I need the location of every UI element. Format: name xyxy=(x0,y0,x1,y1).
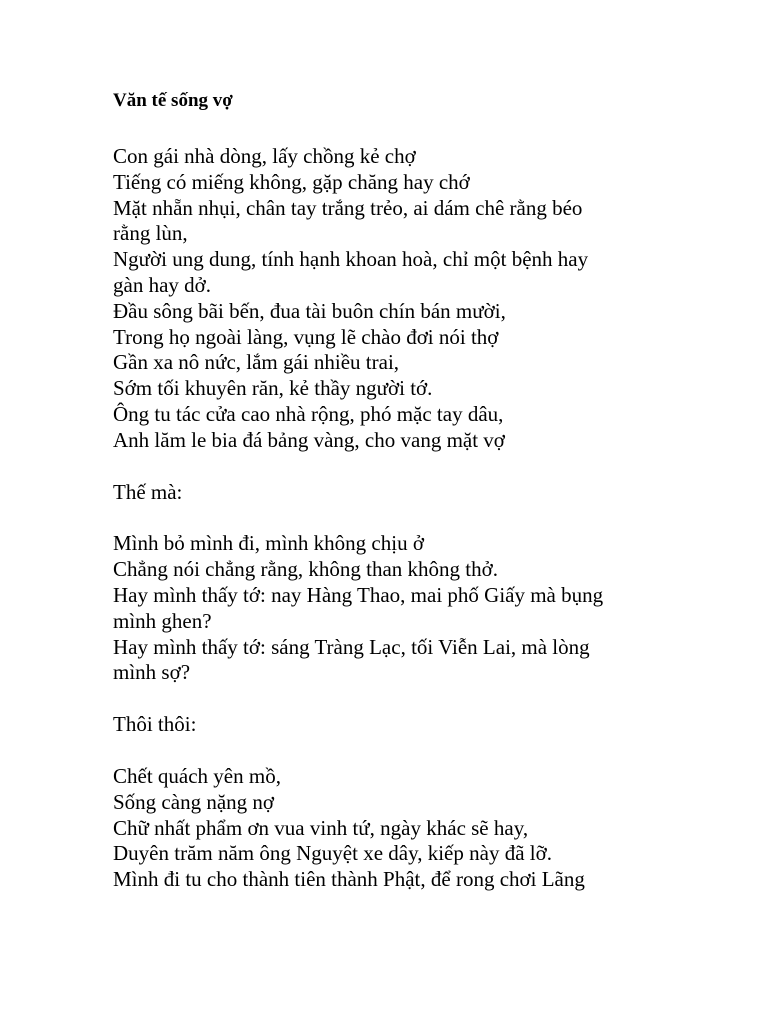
verse-line: Chữ nhất phẩm ơn vua vinh tứ, ngày khác sẽ hay, xyxy=(113,815,529,840)
spacer xyxy=(113,454,673,480)
verse-line: Sống càng nặng nợ xyxy=(113,789,274,814)
verse-line: Chẳng nói chẳng rằng, không than không thở. xyxy=(113,557,498,582)
verse-line: Sớm tối khuyên răn, kẻ thầy người tớ. xyxy=(113,376,433,401)
verse-line: Chết quách yên mồ, xyxy=(113,763,281,788)
verse-line: Mình đi tu cho thành tiên thành Phật, để rong chơi Lãng xyxy=(113,867,585,892)
stanza-2 xyxy=(113,531,673,686)
spacer xyxy=(113,686,673,712)
verse-line: Gần xa nô nức, lắm gái nhiều trai, xyxy=(113,350,400,375)
verse-line: Hay mình thấy tớ: sáng Tràng Lạc, tối Viễn Lai, mà lòng xyxy=(113,634,590,659)
section-heading-the-ma: Thế mà: xyxy=(113,479,183,504)
verse-line: Trong họ ngoài làng, vụng lẽ chào đơi nói thợ xyxy=(113,324,499,349)
verse-line: Mình bỏ mình đi, mình không chịu ở xyxy=(113,531,424,556)
stanza-1 xyxy=(113,144,673,454)
verse-line: Hay mình thấy tớ: nay Hàng Thao, mai phố Giấy mà bụng xyxy=(113,582,604,607)
verse-line: Người ung dung, tính hạnh khoan hoà, chỉ một bệnh hay xyxy=(113,247,589,272)
document-page xyxy=(113,88,673,893)
spacer xyxy=(113,505,673,531)
verse-line: Con gái nhà dòng, lấy chồng kẻ chợ xyxy=(113,144,416,168)
verse-line: Mặt nhẵn nhụi, chân tay trắng trẻo, ai dám chê rằng béo xyxy=(113,195,583,220)
verse-line: Tiếng có miếng không, gặp chăng hay chớ xyxy=(113,169,470,194)
verse-line: Ông tu tác cửa cao nhà rộng, phó mặc tay dâu, xyxy=(113,401,504,426)
spacer xyxy=(113,738,673,764)
verse-line: gàn hay dở. xyxy=(113,272,211,297)
verse-line: rằng lùn, xyxy=(113,221,188,246)
stanza-3 xyxy=(113,764,673,893)
verse-line: mình sợ? xyxy=(113,660,191,685)
verse-line: mình ghen? xyxy=(113,608,212,633)
document-title: Văn tế sống vợ xyxy=(113,90,233,111)
verse-line: Duyên trăm năm ông Nguyệt xe dây, kiếp này đã lỡ. xyxy=(113,841,552,866)
verse-line: Anh lăm le bia đá bảng vàng, cho vang mặt vợ xyxy=(113,427,505,452)
verse-line: Đầu sông bãi bến, đua tài buôn chín bán mười, xyxy=(113,298,506,323)
section-heading-thoi-thoi: Thôi thôi: xyxy=(113,712,197,737)
spacer xyxy=(113,114,673,144)
